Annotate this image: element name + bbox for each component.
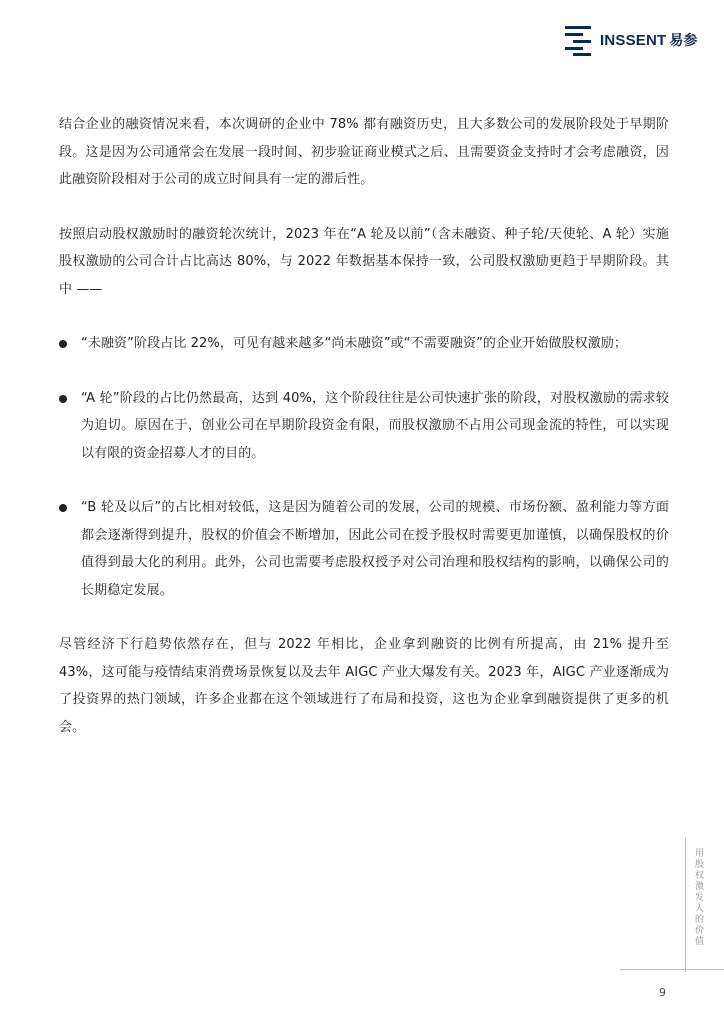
footer-divider-vertical [685, 838, 686, 972]
bullet-icon [59, 504, 67, 512]
footer-divider-horizontal [620, 969, 724, 970]
list-item [59, 385, 669, 468]
paragraph-financing-round: 按照启动股权激励时的融资轮次统计，2023 年在“A 轮及以前”（含未融资、种子轮/天使轮、A 轮）实施股权激励的公司合计占比高达 80%，与 2022 年数据基本保持一致，公司股权激励更趋于早期阶段。其中 —— [59, 226, 669, 297]
bullet-text: “A 轮”阶段的占比仍然最高，达到 40%，这个阶段往往是公司快速扩张的阶段，对股权激励的需求较为迫切。原因在于，创业公司在早期阶段资金有限，而股权激励不占用公司现金流的特性，可以实现以有限的资金招募人才的目的。 [81, 390, 669, 461]
bullet-text: “未融资”阶段占比 22%，可见有越来越多“尚未融资”或“不需要融资”的企业开始做股权激励； [81, 336, 628, 351]
list-item [59, 330, 669, 358]
bullet-text: “B 轮及以后”的占比相对较低，这是因为随着公司的发展，公司的规模、市场份额、盈利能力等方面都会逐渐得到提升，股权的价值会不断增加，因此公司在授予股权时需要更加谨慎，以确保股权的价值得到最大化的利用。此外，公司也需要考虑股权授予对公司治理和股权结构的影响，以确保公司的长期稳定发展。 [81, 500, 669, 598]
brand-logo [564, 24, 697, 56]
brand-name-cn: 易参 [669, 33, 698, 49]
bullet-icon [59, 340, 67, 348]
main-content [59, 111, 669, 741]
slogan-text: 用股权激发人的价值 [693, 848, 703, 947]
brand-name: INSSENT [600, 31, 667, 49]
page-number: 9 [659, 986, 666, 999]
insent-logo-icon [564, 24, 592, 56]
paragraph-financing-trend: 尽管经济下行趋势依然存在，但与 2022 年相比，企业拿到融资的比例有所提高，由 21% 提升至 43%，这可能与疫情结束消费场景恢复以及去年 AIGC 产业大爆发有关。2023 年，AIGC 产业逐渐成为了投资界的热门领域，许多企业都在这个领域进行了布局和投资，这也为企业拿到融资提供了更多的机会。 [59, 637, 669, 735]
bullet-icon [59, 395, 67, 403]
list-item [59, 494, 669, 604]
paragraph-financing-history: 结合企业的融资情况来看，本次调研的企业中 78% 都有融资历史，且大多数公司的发展阶段处于早期阶段。这是因为公司通常会在发展一段时间、初步验证商业模式之后、且需要资金支持时才会考虑融资，因此融资阶段相对于公司的成立时间具有一定的滞后性。 [59, 117, 669, 187]
